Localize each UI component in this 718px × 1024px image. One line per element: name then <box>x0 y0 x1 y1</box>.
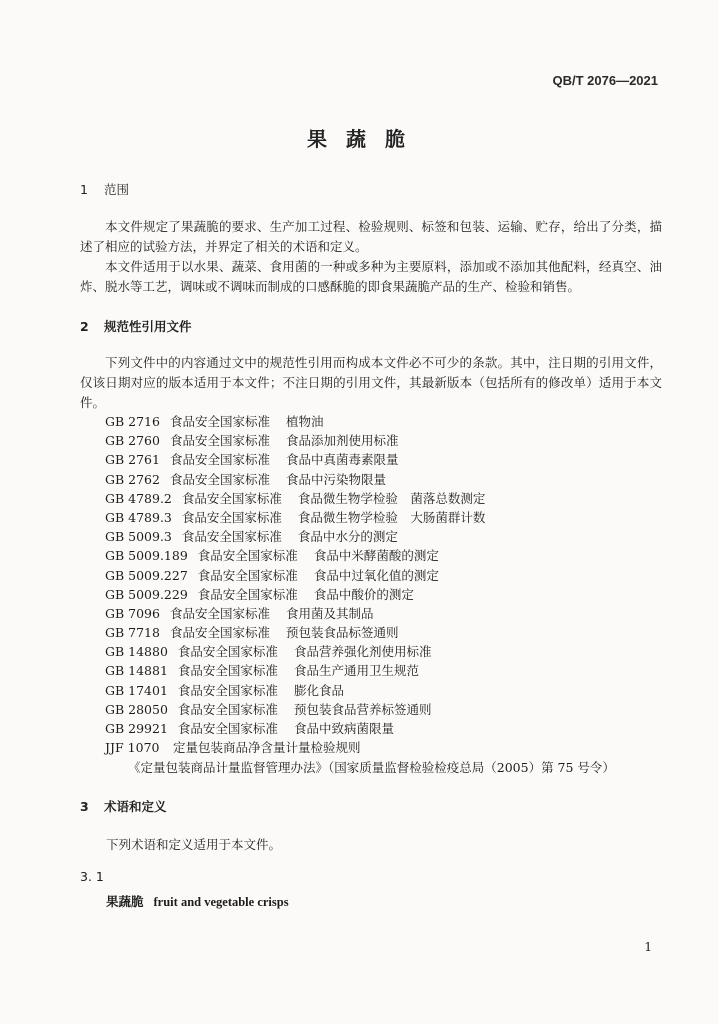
reference-item <box>105 470 485 489</box>
scope-paragraph-2: 本文件适用于以水果、蔬菜、食用菌的一种或多种为主要原料，添加或不添加其他配料，经真空、油炸、脱水等工艺，调味或不调味而制成的口感酥脆的即食果蔬脆产品的生产、检验和销售。 <box>80 259 662 294</box>
reference-subtitle: 食品中水分的测定 <box>297 529 398 545</box>
reference-title: 食品安全国家标准 <box>181 509 282 525</box>
reference-title: 食品安全国家标准 <box>177 644 278 660</box>
reference-subtitle: 植物油 <box>285 414 324 429</box>
reference-title: 食品安全国家标准 <box>169 414 270 429</box>
reference-code: GB 2760 <box>105 433 160 449</box>
reference-code: GB 2762 <box>105 471 160 487</box>
term-chinese: 果蔬脆 <box>106 894 144 909</box>
reference-title: 食品安全国家标准 <box>197 548 298 564</box>
reference-item <box>105 642 485 661</box>
reference-code: GB 4789.3 <box>105 509 172 525</box>
reference-code: GB 4789.2 <box>105 490 172 506</box>
reference-subtitle: 食品添加剂使用标准 <box>285 433 399 449</box>
reference-subtitle: 食品中米酵菌酸的测定 <box>313 548 439 564</box>
reference-subtitle: 食品微生物学检验 大肠菌群计数 <box>297 509 486 525</box>
reference-code: GB 14881 <box>105 663 168 679</box>
reference-code: GB 5009.189 <box>105 548 188 564</box>
page-number: 1 <box>644 940 652 954</box>
reference-title: 食品安全国家标准 <box>177 721 278 736</box>
section-number: 1 <box>80 182 88 197</box>
reference-item <box>105 489 485 508</box>
reference-code: GB 28050 <box>105 701 168 717</box>
reference-item <box>105 546 485 565</box>
term-english: fruit and vegetable crisps <box>153 895 289 909</box>
reference-item <box>105 566 485 585</box>
reference-title: 食品安全国家标准 <box>177 701 278 717</box>
reference-title: 定量包装商品净含量计量检验规则 <box>173 740 361 756</box>
reference-subtitle: 预包装食品标签通则 <box>285 625 399 641</box>
reference-code: GB 5009.3 <box>105 529 172 545</box>
reference-subtitle: 食品中污染物限量 <box>285 471 386 487</box>
reference-item <box>105 700 485 719</box>
reference-code: GB 5009.229 <box>105 586 188 602</box>
section-1-heading <box>80 180 129 198</box>
reference-subtitle: 膨化食品 <box>293 682 344 698</box>
references-intro: 下列文件中的内容通过文中的规范性引用而构成本文件必不可少的条款。其中，注日期的引用文件，仅该日期对应的版本适用于本文件；不注日期的引用文件，其最新版本（包括所有的修改单）适用于本文件。 <box>80 355 662 410</box>
reference-subtitle: 食品微生物学检验 菌落总数测定 <box>297 490 486 506</box>
reference-subtitle: 食品中过氧化值的测定 <box>313 567 439 583</box>
section-number: 2 <box>80 319 89 334</box>
reference-code: GB 29921 <box>105 721 168 736</box>
reference-item <box>105 527 485 546</box>
reference-item <box>105 585 485 604</box>
reference-item <box>105 431 485 450</box>
reference-subtitle: 预包装食品营养标签通则 <box>293 701 432 717</box>
reference-subtitle: 食品中酸价的测定 <box>313 586 414 602</box>
reference-title: 食品安全国家标准 <box>169 625 270 641</box>
reference-title: 食品安全国家标准 <box>169 452 270 468</box>
reference-title: 食品安全国家标准 <box>177 663 278 679</box>
section-title: 规范性引用文件 <box>104 319 192 334</box>
reference-subtitle: 食品中致病菌限量 <box>293 721 394 736</box>
reference-title: 食品安全国家标准 <box>181 490 282 506</box>
section-title: 术语和定义 <box>104 799 167 814</box>
section-title: 范围 <box>104 182 130 197</box>
reference-item <box>105 623 485 642</box>
section-number: 3 <box>80 799 89 814</box>
reference-item <box>105 719 485 738</box>
reference-code: GB 5009.227 <box>105 567 188 583</box>
reference-item <box>105 681 485 700</box>
reference-code: GB 17401 <box>105 682 168 698</box>
standard-code: QB/T 2076—2021 <box>552 73 658 88</box>
reference-item <box>105 508 485 527</box>
reference-code: GB 2716 <box>105 414 160 429</box>
reference-list <box>105 412 485 757</box>
reference-title: 食品安全国家标准 <box>197 586 298 602</box>
reference-subtitle: 食品中真菌毒素限量 <box>285 452 399 468</box>
reference-code: GB 14880 <box>105 644 168 660</box>
reference-subtitle: 食品营养强化剂使用标准 <box>293 644 432 660</box>
section-3-heading <box>80 797 167 815</box>
reference-title: 食品安全国家标准 <box>169 471 270 487</box>
reference-subtitle: 食品生产通用卫生规范 <box>293 663 419 679</box>
reference-item <box>105 604 485 623</box>
regulation-reference: 《定量包装商品计量监督管理办法》（国家质量监督检验检疫总局（2005）第 75 号令） <box>128 760 615 775</box>
scope-paragraph-1: 本文件规定了果蔬脆的要求、生产加工过程、检验规则、标签和包装、运输、贮存，给出了分类，描述了相应的试验方法，并界定了相关的术语和定义。 <box>80 219 662 254</box>
reference-item <box>105 450 485 469</box>
reference-subtitle: 食用菌及其制品 <box>285 605 374 621</box>
reference-title: 食品安全国家标准 <box>169 605 270 621</box>
reference-title: 食品安全国家标准 <box>169 433 270 449</box>
reference-code: GB 2761 <box>105 452 160 468</box>
reference-title: 食品安全国家标准 <box>181 529 282 545</box>
reference-item <box>105 661 485 680</box>
term-entry <box>106 892 289 910</box>
reference-title: 食品安全国家标准 <box>197 567 298 583</box>
document-title: 果 蔬 脆 <box>307 127 411 151</box>
section-2-heading <box>80 317 192 335</box>
reference-code: JJF 1070 <box>105 740 160 756</box>
subclause-number: 3. 1 <box>80 869 104 884</box>
reference-item <box>105 412 485 431</box>
reference-item <box>105 738 485 757</box>
reference-code: GB 7718 <box>105 625 160 641</box>
terms-intro: 下列术语和定义适用于本文件。 <box>106 837 282 852</box>
reference-title: 食品安全国家标准 <box>177 682 278 698</box>
reference-code: GB 7096 <box>105 605 160 621</box>
